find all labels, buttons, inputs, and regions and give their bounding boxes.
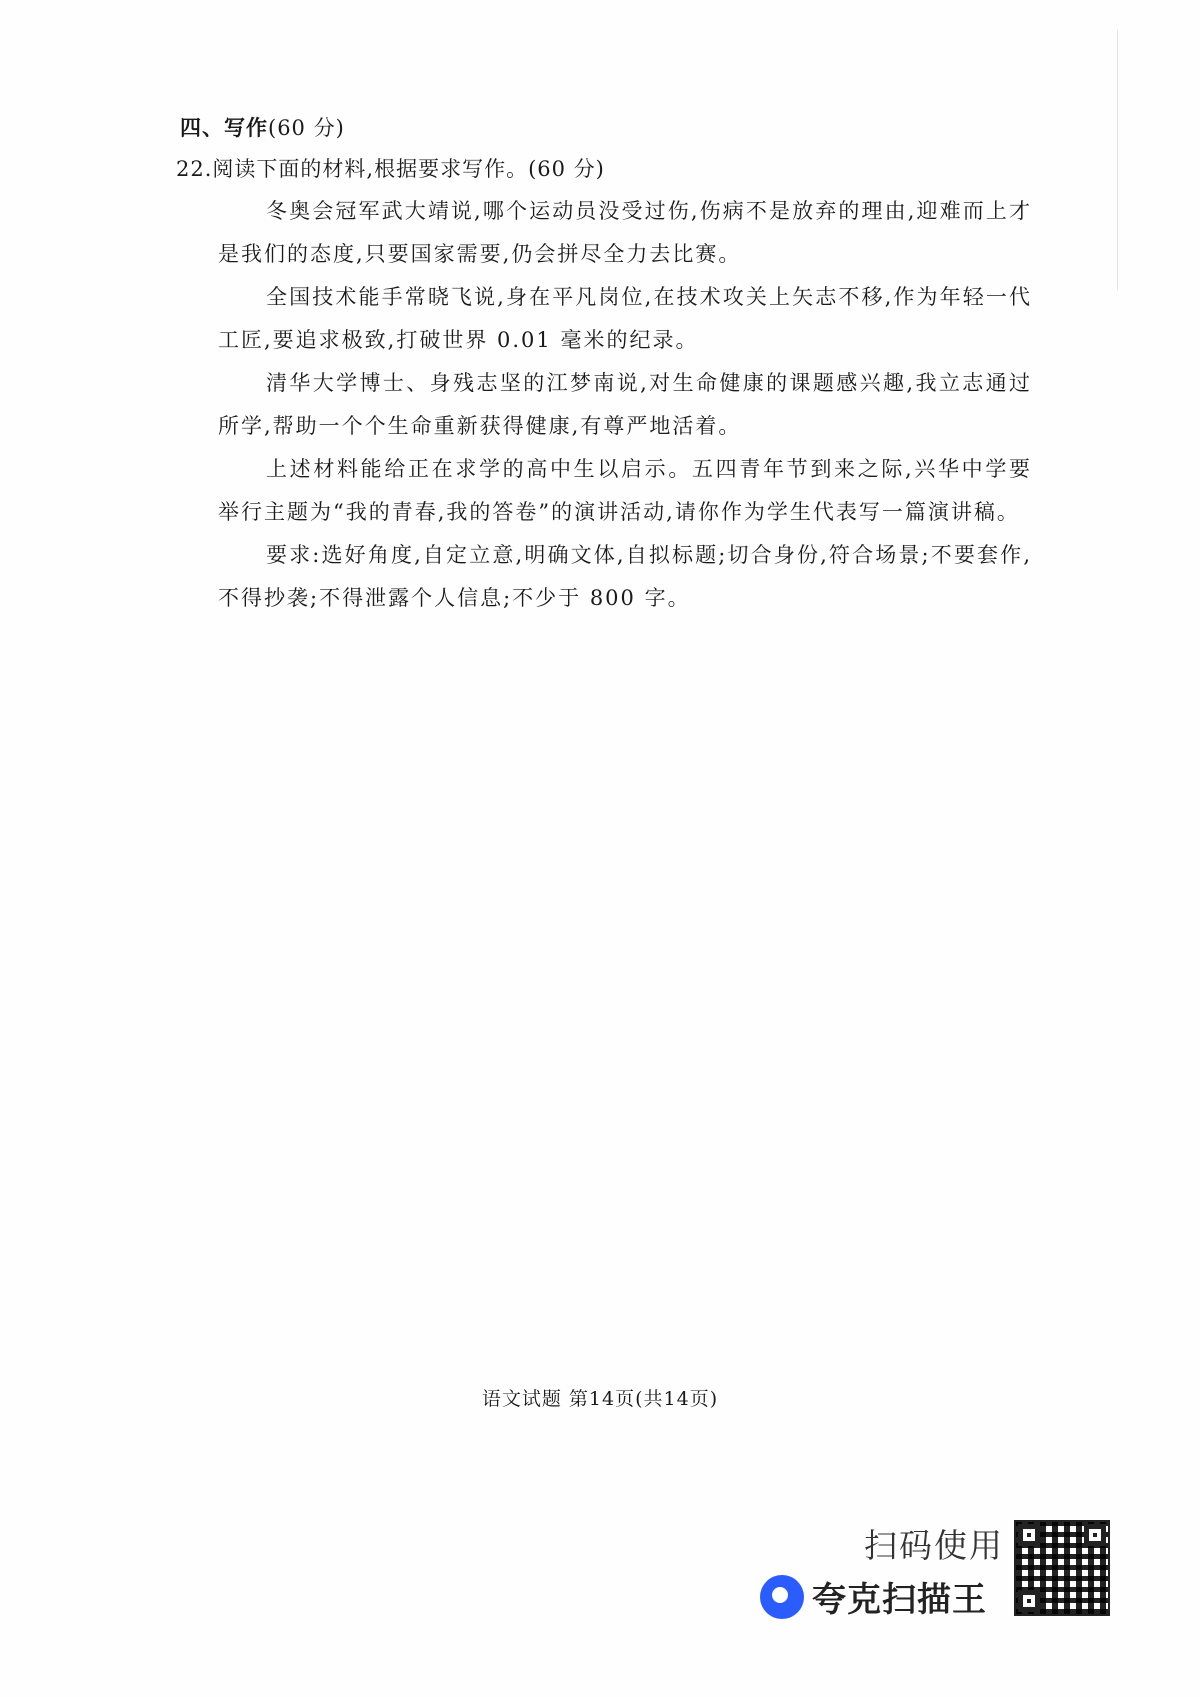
scan-to-use-label: 扫码使用 (864, 1526, 1004, 1565)
page-footer: 语文试题 第14页(共14页) (481, 1388, 719, 1410)
section-heading (180, 108, 1036, 148)
writing-section (176, 108, 1036, 620)
brand-block (760, 1572, 987, 1621)
question-stem: 22.阅读下面的材料,根据要求写作。(60 分) (176, 157, 605, 181)
material-paragraph-1: 冬奥会冠军武大靖说,哪个运动员没受过伤,伤病不是放弃的理由,迎难而上才是我们的态度,只要国家需要,仍会拼尽全力去比赛。 (218, 199, 1032, 266)
qr-code-icon[interactable] (1014, 1520, 1110, 1616)
qr-finder-top-left (1018, 1524, 1040, 1546)
material-paragraph-3: 清华大学博士、身残志坚的江梦南说,对生命健康的课题感兴趣,我立志通过所学,帮助一个个生命重新获得健康,有尊严地活着。 (218, 371, 1032, 438)
scan-edge-line (1117, 30, 1118, 290)
qr-finder-top-right (1084, 1524, 1106, 1546)
material-paragraph-2: 全国技术能手常晓飞说,身在平凡岗位,在技术攻关上矢志不移,作为年轻一代工匠,要追求极致,打破世界 0.01 毫米的纪录。 (218, 285, 1032, 352)
requirements-paragraph: 要求:选好角度,自定立意,明确文体,自拟标题;切合身份,符合场景;不要套作,不得抄袭;不得泄露个人信息;不少于 800 字。 (218, 543, 1032, 610)
qr-finder-bottom-left (1018, 1590, 1040, 1612)
section-heading-points: (60 分) (268, 116, 345, 140)
task-paragraph: 上述材料能给正在求学的高中生以启示。五四青年节到来之际,兴华中学要举行主题为“我的青春,我的答卷”的演讲活动,请你作为学生代表写一篇演讲稿。 (218, 457, 1032, 524)
scanner-watermark (760, 1520, 1120, 1630)
brand-name: 夸克扫描王 (812, 1580, 987, 1620)
section-heading-title: 四、写作 (180, 115, 268, 140)
quark-logo-icon (760, 1575, 804, 1619)
